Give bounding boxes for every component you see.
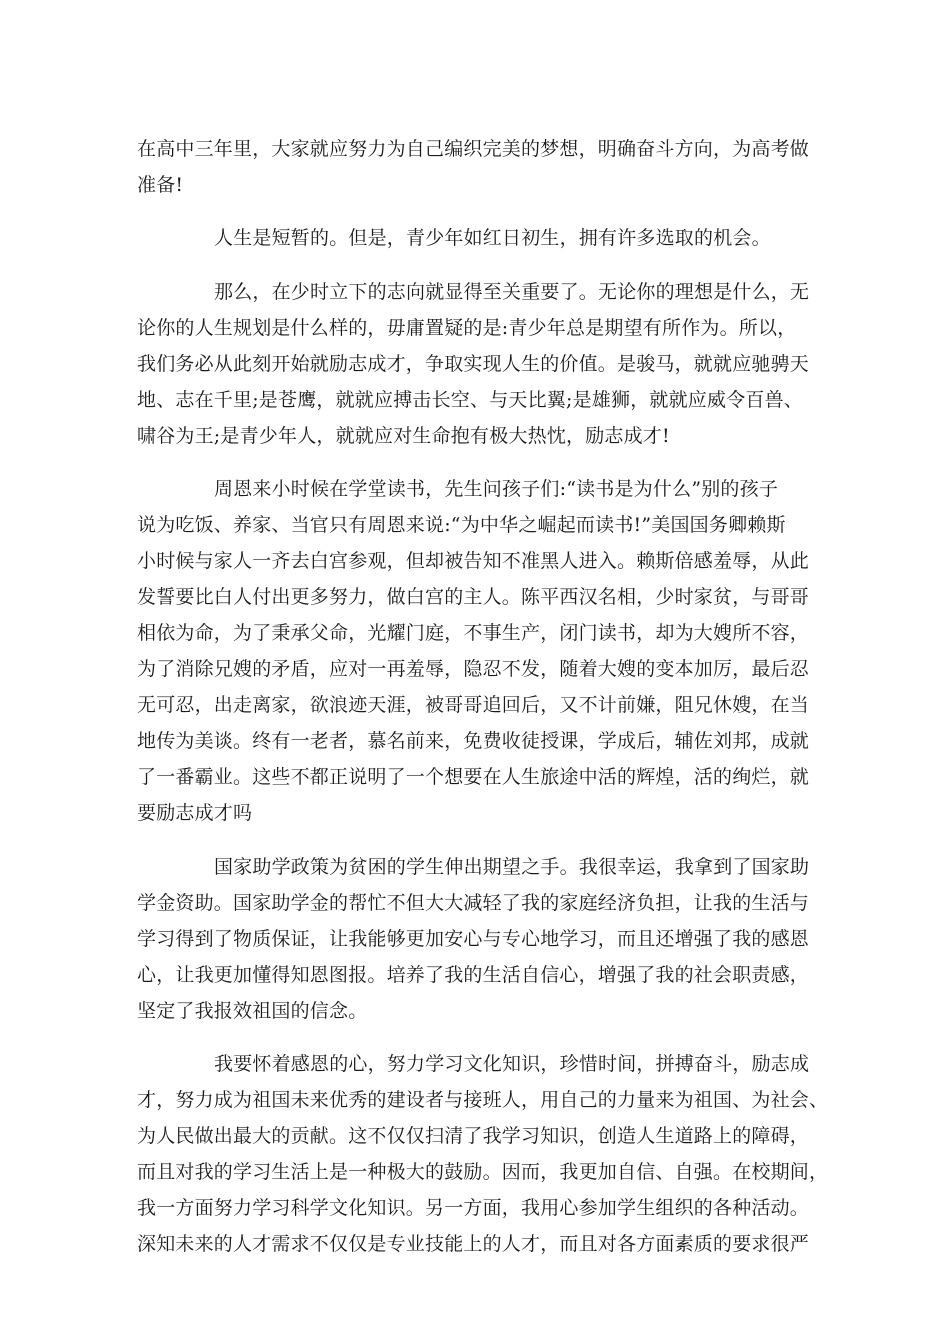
paragraph-line: 那么，在少时立下的志向就显得至关重要了。无论你的理想是什么，无 <box>214 281 810 303</box>
paragraph-line: 为人民做出最大的贡献。这不仅仅扫清了我学习知识，创造人生道路上的障碍， <box>137 1125 810 1147</box>
paragraph-line: 心，让我更加懂得知恩图报。培养了我的生活自信心，增强了我的社会职责感， <box>137 964 810 986</box>
paragraph-line: 学习得到了物质保证，让我能够更加安心与专心地学习，而且还增强了我的感恩 <box>137 928 810 950</box>
paragraph-line: 我一方面努力学习科学文化知识。另一方面，我用心参加学生组织的各种活动。 <box>137 1197 810 1219</box>
paragraph-line: 小时候与家人一齐去白宫参观，但却被告知不准黑人进入。赖斯倍感羞辱，从此 <box>137 550 810 572</box>
paragraph-line: 才，努力成为祖国未来优秀的建设者与接班人，用自己的力量来为祖国、为社会、 <box>137 1089 829 1111</box>
paragraph-line: 我要怀着感恩的心，努力学习文化知识，珍惜时间，拼搏奋斗，励志成 <box>214 1053 810 1075</box>
paragraph-line: 要励志成才吗 <box>137 802 253 824</box>
paragraph-line: 周恩来小时候在学堂读书，先生问孩子们:“读书是为什么”别的孩子 <box>214 478 779 500</box>
paragraph-line: 为了消除兄嫂的矛盾，应对一再羞辱，隐忍不发，随着大嫂的变本加厉，最后忍 <box>137 658 810 680</box>
paragraph-line: 发誓要比白人付出更多努力，做白宫的主人。陈平西汉名相，少时家贫，与哥哥 <box>137 586 810 608</box>
paragraph-line: 学金资助。国家助学金的帮忙不但大大减轻了我的家庭经济负担，让我的生活与 <box>137 892 810 914</box>
paragraph-line: 在高中三年里，大家就应努力为自己编织完美的梦想，明确奋斗方向，为高考做 <box>137 138 810 160</box>
paragraph-line: 坚定了我报效祖国的信念。 <box>137 1000 368 1022</box>
paragraph-line: 国家助学政策为贫困的学生伸出期望之手。我很幸运，我拿到了国家助 <box>214 856 810 878</box>
paragraph-line: 我们务必从此刻开始就励志成才，争取实现人生的价值。是骏马，就就应驰骋天 <box>137 353 810 375</box>
paragraph-line: 了一番霸业。这些不都正说明了一个想要在人生旅途中活的辉煌，活的绚烂，就 <box>137 766 810 788</box>
paragraph-line: 人生是短暂的。但是，青少年如红日初生，拥有许多选取的机会。 <box>214 227 771 249</box>
paragraph-line: 深知未来的人才需求不仅仅是专业技能上的人才，而且对各方面素质的要求很严 <box>137 1233 810 1255</box>
paragraph-line: 相依为命，为了秉承父命，光耀门庭，不事生产，闭门读书，却为大嫂所不容， <box>137 622 810 644</box>
paragraph-line: 准备! <box>137 174 184 196</box>
paragraph-line: 论你的人生规划是什么样的，毋庸置疑的是:青少年总是期望有所作为。所以， <box>137 317 797 339</box>
paragraph-line: 地传为美谈。终有一老者，慕名前来，免费收徒授课，学成后，辅佐刘邦，成就 <box>137 730 810 752</box>
paragraph-line: 地、志在千里;是苍鹰，就就应搏击长空、与天比翼;是雄狮，就就应威令百兽、 <box>137 389 804 411</box>
paragraph-line: 无可忍，出走离家，欲浪迹天涯，被哥哥追回后，又不计前嫌，阻兄休嫂，在当 <box>137 694 810 716</box>
paragraph-line: 说为吃饭、养家、当官只有周恩来说:“为中华之崛起而读书!”美国国务卿赖斯 <box>137 514 786 536</box>
paragraph-line: 啸谷为王;是青少年人，就就应对生命抱有极大热忱，励志成才! <box>137 425 670 447</box>
paragraph-line: 而且对我的学习生活上是一种极大的鼓励。因而，我更加自信、自强。在校期间， <box>137 1161 829 1183</box>
